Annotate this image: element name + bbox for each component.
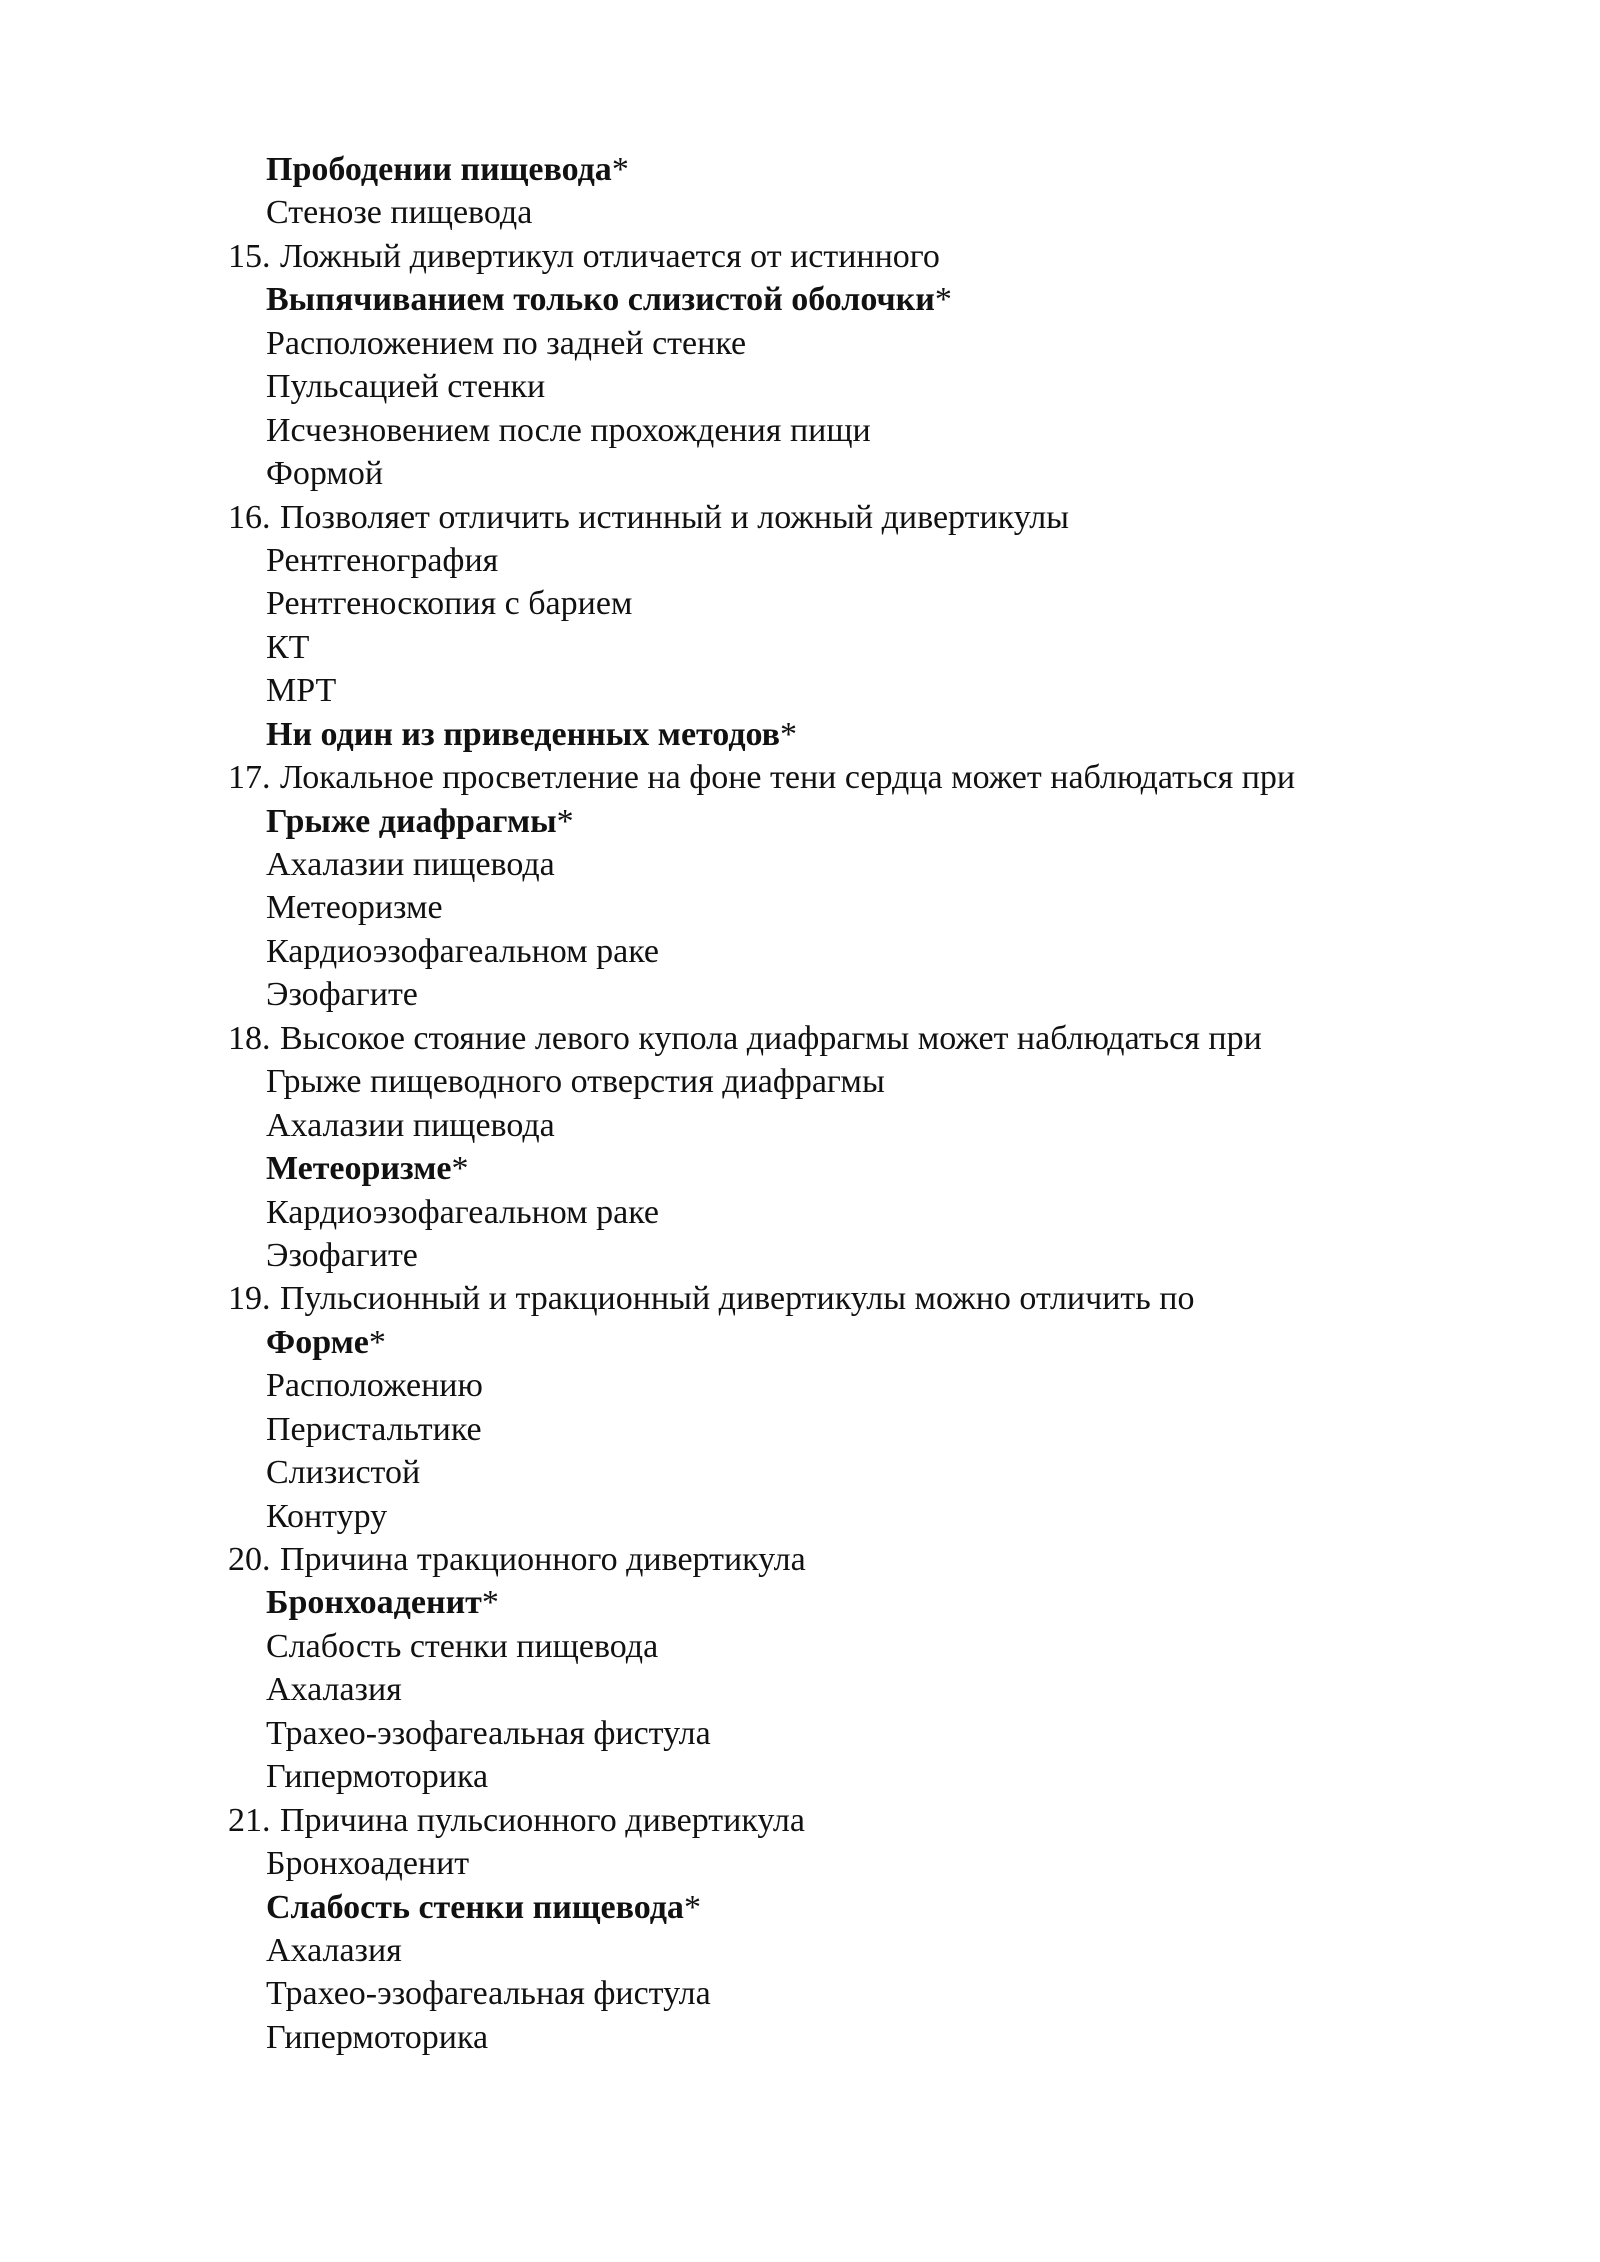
answer-option-text: Метеоризме: [266, 889, 443, 927]
question-line: [0, 1277, 1600, 1320]
answer-option: [0, 1842, 1600, 1885]
answer-option-correct: [0, 1886, 1600, 1929]
answer-option: [0, 1234, 1600, 1277]
answer-option-text: Исчезновением после прохождения пищи: [266, 411, 871, 449]
answer-option: [0, 1191, 1600, 1234]
answer-option-text: Формой: [266, 455, 384, 493]
answer-option-text: Кардиоэзофагеальном раке: [266, 1193, 660, 1231]
answer-option-text: Перистальтике: [266, 1410, 482, 1448]
correct-answer-marker: *: [934, 281, 952, 319]
question-text: Причина пульсионного дивертикула: [280, 1801, 805, 1839]
answer-option-correct: [0, 1147, 1600, 1190]
answer-option-text: Грыже пищеводного отверстия диафрагмы: [266, 1063, 885, 1101]
answer-option-text: Прободении пищевода: [266, 151, 612, 188]
answer-option-text: Метеоризме: [266, 1150, 452, 1188]
answer-option-text: Расположению: [266, 1367, 483, 1405]
answer-option: [0, 191, 1600, 234]
answer-option: [0, 539, 1600, 582]
answer-option: [0, 1408, 1600, 1451]
answer-option: [0, 1972, 1600, 2015]
answer-option-correct: [0, 1581, 1600, 1624]
answer-option-text: Грыже диафрагмы: [266, 802, 557, 840]
answer-option-text: КТ: [266, 628, 310, 666]
answer-option: [0, 1625, 1600, 1668]
answer-option-text: Бронхоаденит: [266, 1845, 470, 1883]
answer-option-text: Рентгенография: [266, 541, 499, 579]
answer-option: [0, 886, 1600, 929]
question-line: [0, 1799, 1600, 1842]
answer-option-text: Слизистой: [266, 1454, 421, 1492]
question-line: [0, 1538, 1600, 1581]
answer-option: [0, 843, 1600, 886]
answer-option: [0, 1668, 1600, 1711]
answer-option-text: Гипермоторика: [266, 1758, 489, 1796]
answer-option-correct: [0, 148, 1600, 191]
answer-option-text: Гипермоторика: [266, 2018, 489, 2056]
answer-option-correct: [0, 800, 1600, 843]
answer-option-text: Выпячиванием только слизистой оболочки: [266, 281, 935, 319]
correct-answer-marker: *: [368, 1323, 386, 1361]
answer-option: [0, 365, 1600, 408]
answer-option: [0, 626, 1600, 669]
correct-answer-marker: *: [451, 1150, 469, 1188]
answer-option: [0, 930, 1600, 973]
answer-option: [0, 1451, 1600, 1494]
question-number: 20.: [228, 1541, 271, 1578]
answer-option: [0, 669, 1600, 712]
question-text: Локальное просветление на фоне тени сердца может наблюдаться при: [280, 759, 1296, 797]
question-number: 17.: [228, 759, 271, 797]
question-number: 18.: [228, 1019, 271, 1057]
answer-option-text: Слабость стенки пищевода: [266, 1888, 684, 1926]
document-body: [0, 148, 1600, 2059]
question-number: 19.: [228, 1280, 271, 1318]
correct-answer-marker: *: [611, 151, 629, 188]
answer-option: [0, 1104, 1600, 1147]
question-text: Высокое стояние левого купола диафрагмы может наблюдаться при: [280, 1019, 1262, 1057]
answer-option-correct: [0, 713, 1600, 756]
question-number: 16.: [228, 498, 271, 536]
answer-option-text: Ни один из приведенных методов: [266, 715, 781, 753]
answer-option-text: Эзофагите: [266, 976, 418, 1014]
question-number: 15.: [228, 237, 271, 275]
answer-option-text: Кардиоэзофагеальном раке: [266, 932, 660, 970]
answer-option: [0, 409, 1600, 452]
question-text: Позволяет отличить истинный и ложный дивертикулы: [280, 498, 1070, 536]
question-line: [0, 756, 1600, 799]
question-number: 21.: [228, 1801, 271, 1839]
answer-option-text: Трахео-эзофагеальная фистула: [266, 1975, 711, 2013]
answer-option-text: Ахалазия: [266, 1931, 402, 1969]
answer-option-text: Пульсацией стенки: [266, 368, 546, 406]
question-line: [0, 235, 1600, 278]
answer-option-text: Трахео-эзофагеальная фистула: [266, 1714, 711, 1752]
answer-option: [0, 1364, 1600, 1407]
answer-option: [0, 582, 1600, 625]
answer-option-correct: [0, 278, 1600, 321]
answer-option: [0, 1929, 1600, 1972]
answer-option-text: Форме: [266, 1323, 369, 1361]
answer-option: [0, 1712, 1600, 1755]
question-text: Пульсионный и тракционный дивертикулы можно отличить по: [280, 1280, 1195, 1318]
answer-option: [0, 1060, 1600, 1103]
answer-option-text: Ахалазия: [266, 1671, 402, 1709]
answer-option-text: Контуру: [266, 1497, 388, 1535]
answer-option-text: Стенозе пищевода: [266, 194, 533, 232]
answer-option: [0, 1755, 1600, 1798]
question-line: [0, 1017, 1600, 1060]
question-text: Ложный дивертикул отличается от истинного: [280, 237, 940, 275]
answer-option-text: Слабость стенки пищевода: [266, 1627, 659, 1665]
answer-option: [0, 452, 1600, 495]
answer-option-correct: [0, 1321, 1600, 1364]
answer-option: [0, 1495, 1600, 1538]
answer-option-text: Расположением по задней стенке: [266, 324, 747, 362]
answer-option-text: Эзофагите: [266, 1236, 418, 1274]
correct-answer-marker: *: [481, 1584, 499, 1622]
answer-option: [0, 2016, 1600, 2059]
answer-option-text: Ахалазии пищевода: [266, 1106, 555, 1144]
correct-answer-marker: *: [780, 715, 798, 753]
correct-answer-marker: *: [556, 802, 574, 840]
answer-option-text: Рентгеноскопия с барием: [266, 585, 633, 623]
answer-option-text: Ахалазии пищевода: [266, 846, 555, 883]
answer-option: [0, 322, 1600, 365]
correct-answer-marker: *: [683, 1888, 701, 1926]
answer-option-text: Бронхоаденит: [266, 1584, 482, 1622]
answer-option-text: МРТ: [266, 672, 337, 710]
question-line: [0, 496, 1600, 539]
question-text: Причина тракционного дивертикула: [280, 1541, 806, 1578]
answer-option: [0, 973, 1600, 1016]
